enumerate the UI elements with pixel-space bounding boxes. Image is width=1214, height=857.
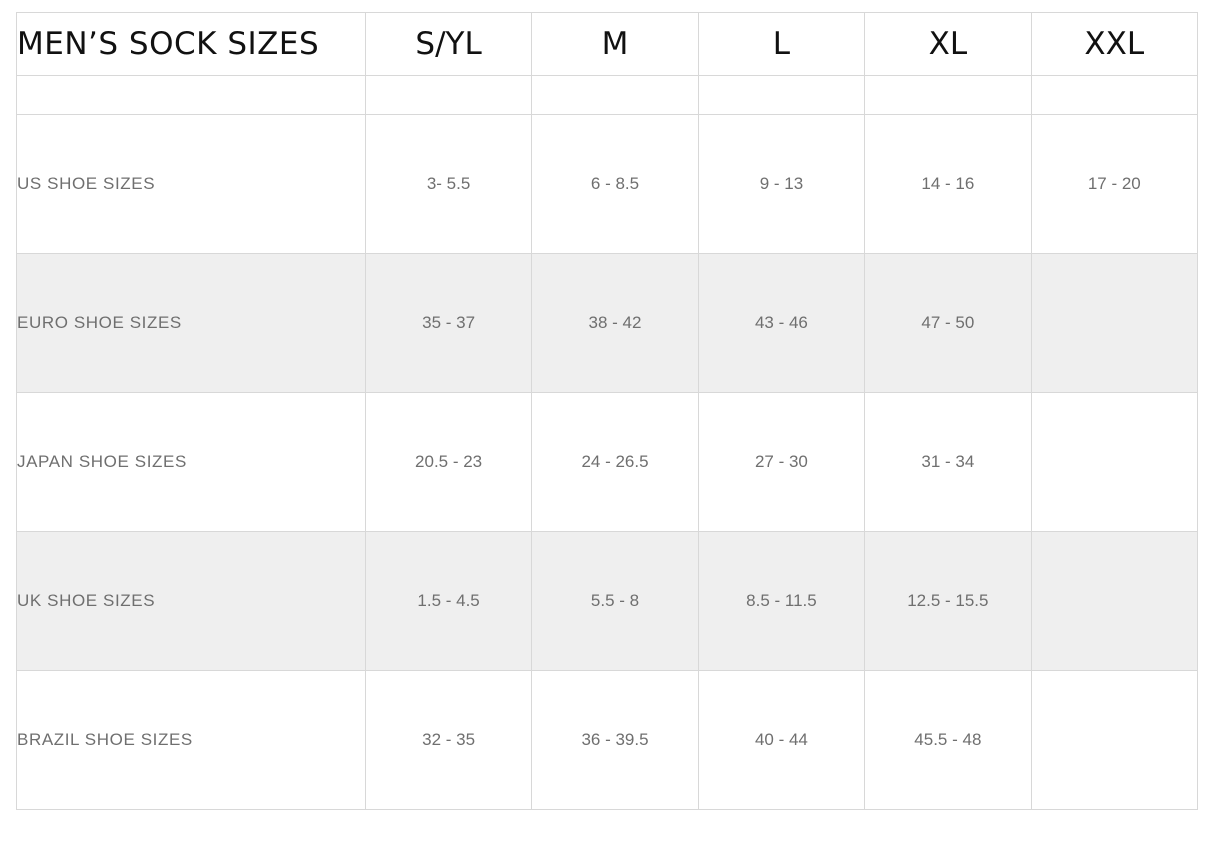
row-label-us: US SHOE SIZES (17, 115, 366, 254)
table-spacer-row (17, 76, 1198, 115)
cell-uk-xl: 12.5 - 15.5 (865, 532, 1031, 671)
table-header-row (17, 13, 1198, 76)
cell-brazil-s-yl: 32 - 35 (365, 671, 531, 810)
table-title: MEN’S SOCK SIZES (17, 13, 366, 76)
spacer-cell-2 (365, 76, 531, 115)
cell-brazil-m: 36 - 39.5 (532, 671, 698, 810)
spacer-cell-6 (1031, 76, 1197, 115)
row-label-euro: EURO SHOE SIZES (17, 254, 366, 393)
table-row (17, 254, 1198, 393)
cell-japan-s-yl: 20.5 - 23 (365, 393, 531, 532)
cell-japan-l: 27 - 30 (698, 393, 864, 532)
spacer-cell-5 (865, 76, 1031, 115)
row-label-uk: UK SHOE SIZES (17, 532, 366, 671)
cell-euro-xl: 47 - 50 (865, 254, 1031, 393)
column-header-size-3: L (698, 13, 864, 76)
cell-brazil-xxl (1031, 671, 1197, 810)
cell-uk-xxl (1031, 532, 1197, 671)
table-row (17, 115, 1198, 254)
cell-uk-m: 5.5 - 8 (532, 532, 698, 671)
cell-brazil-l: 40 - 44 (698, 671, 864, 810)
cell-euro-m: 38 - 42 (532, 254, 698, 393)
column-header-size-2: M (532, 13, 698, 76)
spacer-cell-4 (698, 76, 864, 115)
table-row (17, 393, 1198, 532)
row-label-brazil: BRAZIL SHOE SIZES (17, 671, 366, 810)
cell-us-xxl: 17 - 20 (1031, 115, 1197, 254)
column-header-size-1: S/YL (365, 13, 531, 76)
spacer-cell-1 (17, 76, 366, 115)
cell-us-m: 6 - 8.5 (532, 115, 698, 254)
cell-japan-m: 24 - 26.5 (532, 393, 698, 532)
cell-japan-xxl (1031, 393, 1197, 532)
column-header-size-5: XXL (1031, 13, 1197, 76)
cell-us-s-yl: 3- 5.5 (365, 115, 531, 254)
table-row (17, 532, 1198, 671)
table-row (17, 671, 1198, 810)
cell-euro-xxl (1031, 254, 1197, 393)
cell-brazil-xl: 45.5 - 48 (865, 671, 1031, 810)
cell-euro-l: 43 - 46 (698, 254, 864, 393)
mens-sock-size-table (16, 12, 1198, 810)
cell-us-xl: 14 - 16 (865, 115, 1031, 254)
cell-japan-xl: 31 - 34 (865, 393, 1031, 532)
column-header-size-4: XL (865, 13, 1031, 76)
cell-uk-l: 8.5 - 11.5 (698, 532, 864, 671)
cell-euro-s-yl: 35 - 37 (365, 254, 531, 393)
spacer-cell-3 (532, 76, 698, 115)
cell-uk-s-yl: 1.5 - 4.5 (365, 532, 531, 671)
row-label-japan: JAPAN SHOE SIZES (17, 393, 366, 532)
cell-us-l: 9 - 13 (698, 115, 864, 254)
